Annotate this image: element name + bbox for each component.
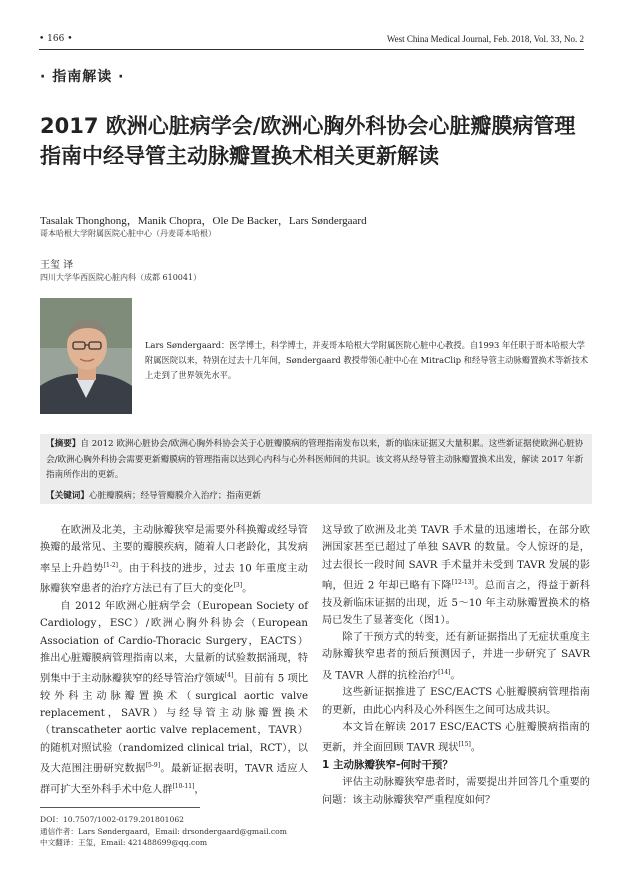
- page-number: • 166 •: [39, 34, 73, 44]
- author-portrait: [40, 298, 132, 414]
- abstract-text: 自 2012 欧洲心脏协会/欧洲心胸外科协会关于心脏瓣膜病的管理指南发布以来，新的临床证据又大量积累。这些新证据使欧洲心脏协会/欧洲心胸外科协会需要更新瓣膜病的管理指南以达到心内科与心外科医师间的共识。该文将从经导管主动脉瓣置换术出发，解读 2017 年新指南所作出的更新。: [46, 439, 584, 480]
- body-column-left: [40, 522, 308, 798]
- article-title: 2017 欧洲心脏病学会/欧洲心胸外科协会心脏瓣膜病管理指南中经导管主动脉瓣置换术相关更新解读: [40, 114, 576, 168]
- translator-contact: 中文翻译：王玺，Email: 421488699@qq.com: [40, 838, 208, 847]
- translator-affiliation: 四川大学华西医院心脏内科（成都 610041）: [40, 273, 202, 282]
- translator-name: 王玺 译: [40, 260, 74, 271]
- doi: DOI：10.7507/1002-0179.201801062: [40, 815, 184, 824]
- paragraph: 自 2012 年欧洲心脏病学会（European Society of Cardiology，ESC）/欧洲心胸外科协会（European Association of Cardio-Thoracic Surgery，EACTS）推出心脏瓣膜病管理指南以来，大量新的试验数据涌现，特别集中于主动脉瓣狭窄的经导管治疗领域[4]。目前有 5 项比较外科主动脉瓣置换术（surgical aortic valve replacement，SAVR）与经导管主动脉瓣置换术（transcatheter aortic valve replacement，TAVR）的随机对照试验（randomized clinical trial，RCT），以及大范围注册研究数据[5-9]。最新证据表明，TAVR 适应人群可扩大至外科手术中危人群[10-11]，: [40, 600, 309, 796]
- paragraph: 这些新证据推进了 ESC/EACTS 心脏瓣膜病管理指南的更新，由此心内科及心外科医生之间可达成共识。: [322, 687, 590, 716]
- body-column-right: [322, 522, 590, 809]
- paragraph: 在欧洲及北美，主动脉瓣狭窄是需要外科换瓣或经导管换瓣的最常见、主要的瓣膜疾病，随着人口老龄化，其发病率呈上升趋势[1-2]。由于科技的进步，过去 10 年重度主动脉瓣狭窄患者的治疗方法已有了巨大的变化[3]。: [40, 525, 308, 595]
- corresponding-author: 通信作者：Lars Søndergaard，Email: drsondergaard@gmail.com: [40, 826, 287, 836]
- header-rule: [39, 49, 584, 50]
- footnote-rule: [40, 807, 200, 808]
- keywords: [46, 489, 588, 501]
- abstract-label: 【摘要】: [46, 439, 81, 449]
- paragraph: 除了干预方式的转变，还有新证据指出了无症状重度主动脉瓣狭窄患者的预后预测因子，并进一步研究了 SAVR 及 TAVR 人群的抗栓治疗[14]。: [322, 632, 590, 682]
- keywords-text: 心脏瓣膜病；经导管瓣膜介入治疗；指南更新: [88, 491, 261, 501]
- paragraph: 这导致了欧洲及北美 TAVR 手术量的迅速增长，在部分欧洲国家甚至已超过了单独 SAVR 的数量。令人惊讶的是，过去很长一段时间 SAVR 手术量并未受到 TAVR 发展的影响，但近 2 年却已略有下降[12-13]。总而言之，得益于新科技及新临床证据的出现，近 5～10 年主动脉瓣置换术的格局已发生了显著变化（图1）。: [322, 525, 590, 626]
- keywords-label: 【关键词】: [46, 491, 89, 501]
- abstract: [46, 437, 588, 484]
- author-bio: Lars Søndergaard：医学博士，科学博士，并麦哥本哈根大学附属医院心脏中心教授。自1993 年任职于哥本哈根大学附属医院以来，特别在过去十几年间，Søndergaard 教授带领心脏中心在 MitraClip 和经导管主动脉瓣置换术等新技术上走到了世界领先水平。: [145, 340, 589, 380]
- footnote: [40, 814, 287, 849]
- author-list: Tasalak Thonghong，Manik Chopra，Ole De Backer，Lars Søndergaard: [40, 215, 367, 227]
- section-heading: 1 主动脉瓣狭窄-何时干预？: [322, 759, 453, 772]
- paragraph: 本文旨在解读 2017 ESC/EACTS 心脏瓣膜病指南的更新，并全面回顾 TAVR 现状[15]。: [322, 722, 590, 754]
- journal-header: West China Medical Journal, Feb. 2018, Vol. 33, No. 2: [386, 34, 584, 44]
- paragraph: 评估主动脉瓣狭窄患者时，需要提出并回答几个重要的问题：该主动脉瓣狭窄严重程度如何？: [322, 777, 590, 806]
- section-label: · 指南解读 ·: [40, 69, 125, 85]
- author-affiliation: 哥本哈根大学附属医院心脏中心（丹麦哥本哈根）: [40, 229, 216, 238]
